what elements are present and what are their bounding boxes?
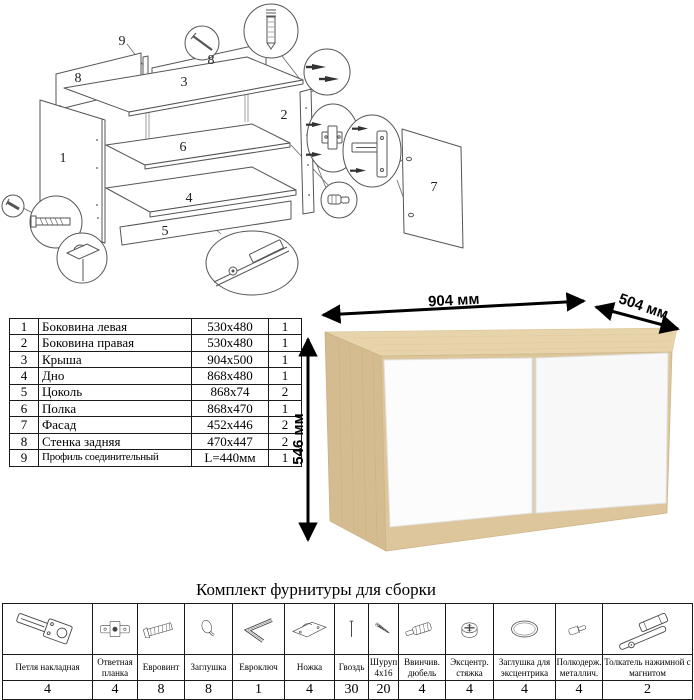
part-qty: 1 [269, 335, 302, 351]
part-label-2: 2 [280, 108, 288, 123]
hardware-qty: 4 [399, 681, 446, 700]
height-dimension-label: 546 мм [290, 413, 307, 465]
part-label-1: 1 [59, 151, 67, 166]
hardware-qty: 4 [285, 681, 335, 700]
part-size: 530x480 [192, 319, 269, 335]
part-label-6: 6 [179, 140, 187, 155]
hardware-name: Ввинчив. дюбель [399, 655, 446, 681]
parts-table [9, 318, 302, 467]
part-label-8b: 8 [207, 53, 215, 68]
part-label-3: 3 [180, 75, 188, 90]
table-row [10, 319, 302, 335]
dowel-callout [321, 182, 357, 218]
screw-rod-glyph [31, 216, 70, 227]
table-row [10, 351, 302, 367]
hardware-qty: 20 [369, 681, 399, 700]
table-row [10, 417, 302, 433]
part-qty: 1 [269, 319, 302, 335]
foot-icon [285, 606, 334, 652]
exploded-view-diagram [0, 0, 470, 316]
part-number: 1 [10, 319, 39, 335]
width-dimension-label: 904 мм [427, 290, 480, 311]
part-number: 4 [10, 368, 39, 384]
hardware-name: Ножка [285, 655, 335, 681]
table-row [10, 450, 302, 466]
table-row [10, 384, 302, 400]
door-hinge-hole [407, 157, 412, 160]
hardware-qty: 8 [138, 681, 185, 700]
part-label-7: 7 [430, 180, 438, 195]
hardware-name-row [3, 655, 693, 681]
hardware-qty: 4 [446, 681, 494, 700]
hardware-name: Петля накладная [3, 655, 93, 681]
table-row [10, 335, 302, 351]
hardware-name: Эксцентр. стяжка [446, 655, 494, 681]
part-size: 868x470 [192, 400, 269, 416]
hardware-kit-table [2, 603, 693, 700]
part-size: 530x480 [192, 335, 269, 351]
part-label-9: 9 [118, 34, 126, 49]
hardware-qty-row [3, 681, 693, 700]
hardware-name: Евровинт [138, 655, 185, 681]
part-qty: 2 [269, 384, 302, 400]
hardware-name: Шуруп 4x16 [369, 655, 399, 681]
part-name: Боковина правая [39, 335, 192, 351]
cabinet-side-left [325, 332, 386, 551]
cabinet-door-left [384, 358, 532, 527]
part-qty: 1 [269, 450, 302, 466]
shelf-peg-callout [2, 195, 24, 217]
push-opener-icon [612, 606, 683, 652]
part-label-5: 5 [161, 224, 169, 239]
cabinet-door-right [536, 353, 668, 513]
part-qty: 1 [269, 368, 302, 384]
camcap-icon [494, 606, 555, 652]
part-name: Фасад [39, 417, 192, 433]
part-size: 868x74 [192, 384, 269, 400]
part-name: Дно [39, 368, 192, 384]
part-number: 7 [10, 417, 39, 433]
door-hinge-hole [409, 213, 414, 216]
hardware-name: Гвоздь [335, 655, 369, 681]
part-qty: 1 [269, 400, 302, 416]
part-name: Полка [39, 400, 192, 416]
part-qty: 2 [269, 433, 302, 449]
table-row [10, 368, 302, 384]
part-name: Крыша [39, 351, 192, 367]
hardware-name: Ответная планка [93, 655, 138, 681]
cabinet-top [325, 328, 677, 356]
hardware-kit-title: Комплект фурнитуры для сборки [196, 580, 436, 599]
screw-icon [369, 606, 398, 652]
hexkey-icon [233, 606, 284, 652]
part-name: Цоколь [39, 384, 192, 400]
part-number: 3 [10, 351, 39, 367]
euroscrew-glyph [266, 10, 276, 49]
depth-dimension-label: 504 мм [616, 290, 671, 324]
hardware-qty: 1 [233, 681, 285, 700]
part-name: Боковина левая [39, 319, 192, 335]
part-size: L=440мм [192, 450, 269, 466]
table-row [10, 433, 302, 449]
euroscrew-callout [244, 4, 298, 58]
hardware-qty: 4 [494, 681, 556, 700]
shelf-peg-icon [556, 606, 602, 652]
hardware-name: Евроключ [233, 655, 285, 681]
part-number: 9 [10, 450, 39, 466]
hardware-qty: 30 [335, 681, 369, 700]
part-number: 5 [10, 384, 39, 400]
euroscrew-icon [138, 606, 184, 652]
hardware-name: Заглушка для эксцентрика [494, 655, 556, 681]
cap-icon [185, 606, 232, 652]
hardware-name: Полкодерж. металлич. [556, 655, 603, 681]
hinge-callout [343, 115, 401, 187]
part-name: Стенка задняя [39, 433, 192, 449]
hardware-name: Толкатель нажимной с магнитом [603, 655, 693, 681]
part-size: 868x480 [192, 368, 269, 384]
hardware-qty: 8 [185, 681, 233, 700]
part-qty: 1 [269, 351, 302, 367]
part-label-4: 4 [185, 191, 193, 206]
cabinet-render [283, 281, 694, 571]
part-1-edge [102, 119, 105, 243]
hardware-qty: 4 [556, 681, 603, 700]
foot-callout [57, 233, 107, 283]
camlock-icon [446, 606, 493, 652]
hardware-qty: 4 [3, 681, 93, 700]
hardware-qty: 2 [603, 681, 693, 700]
part-name: Профиль соединительный [39, 450, 192, 466]
table-row [10, 400, 302, 416]
screws-callout [304, 49, 350, 95]
part-label-8a: 8 [74, 71, 82, 86]
hinge-icon [12, 606, 83, 652]
part-number: 8 [10, 433, 39, 449]
hardware-icon-row [3, 604, 693, 655]
nail-icon [335, 606, 368, 652]
hardware-name: Заглушка [185, 655, 233, 681]
hardware-qty: 4 [93, 681, 138, 700]
part-size: 904x500 [192, 351, 269, 367]
part-number: 6 [10, 400, 39, 416]
dowel-icon [399, 606, 445, 652]
mounting-plate-icon [93, 606, 137, 652]
part-size: 470x447 [192, 433, 269, 449]
part-qty: 2 [269, 417, 302, 433]
part-size: 452x446 [192, 417, 269, 433]
part-number: 2 [10, 335, 39, 351]
